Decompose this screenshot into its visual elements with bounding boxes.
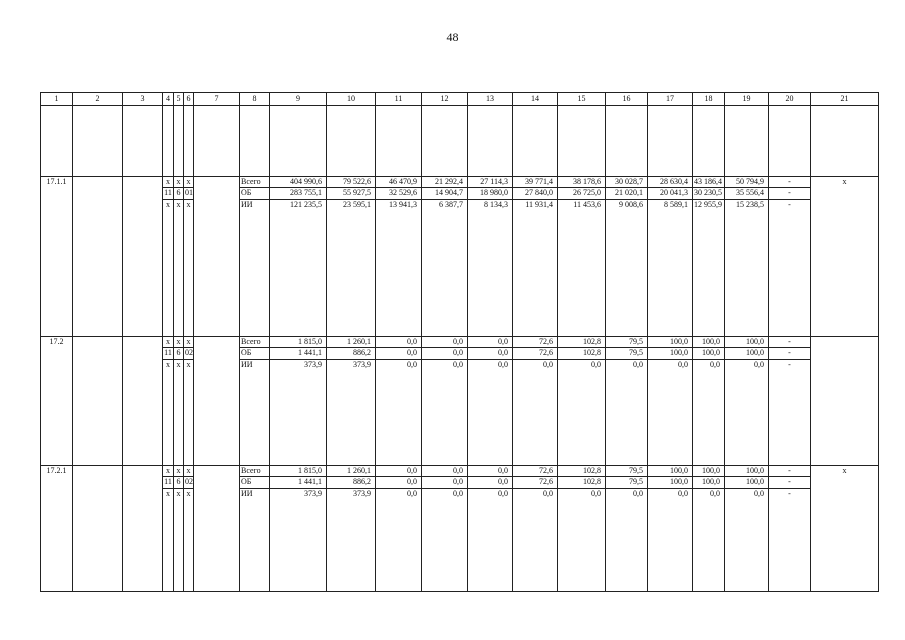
value-cell: 102,8 <box>558 466 606 477</box>
table-row <box>41 360 879 466</box>
code-cell: х <box>184 466 194 477</box>
column-header-row <box>41 93 879 106</box>
funding-source: Всего <box>240 466 270 477</box>
column-header-17: 17 <box>648 93 693 106</box>
value-cell: 12 955,9 <box>693 200 725 337</box>
code-cell: х <box>184 337 194 348</box>
value-cell: 26 725,0 <box>558 188 606 200</box>
value-cell: - <box>769 466 811 477</box>
row-executor <box>123 466 163 592</box>
column-header-11: 11 <box>376 93 422 106</box>
code-cell: х <box>184 360 194 466</box>
code-cell: х <box>174 200 184 337</box>
code-cell: х <box>184 200 194 337</box>
continuation-empty-cell <box>811 106 879 177</box>
continuation-empty-cell <box>270 106 327 177</box>
column-header-9: 9 <box>270 93 327 106</box>
funding-source: ИИ <box>240 360 270 466</box>
column-header-14: 14 <box>513 93 558 106</box>
code-cell: х <box>174 360 184 466</box>
value-cell: - <box>769 360 811 466</box>
value-cell: 102,8 <box>558 337 606 348</box>
code-cell: 11 <box>163 188 174 200</box>
value-cell: 0,0 <box>606 360 648 466</box>
value-cell: 0,0 <box>422 360 468 466</box>
value-cell: 1 815,0 <box>270 337 327 348</box>
value-cell: 13 941,3 <box>376 200 422 337</box>
value-cell: 100,0 <box>648 466 693 477</box>
column-header-18: 18 <box>693 93 725 106</box>
funding-source: Всего <box>240 337 270 348</box>
value-cell: 50 794,9 <box>725 177 769 188</box>
table-row <box>41 348 879 360</box>
code-cell: х <box>163 489 174 592</box>
value-cell: 100,0 <box>693 466 725 477</box>
value-cell: 100,0 <box>725 337 769 348</box>
value-cell: 0,0 <box>513 489 558 592</box>
column-header-7: 7 <box>194 93 240 106</box>
value-cell: - <box>769 489 811 592</box>
row-note <box>811 337 879 466</box>
value-cell: 0,0 <box>558 489 606 592</box>
value-cell: 0,0 <box>725 360 769 466</box>
value-cell: 886,2 <box>327 477 376 489</box>
value-cell: 373,9 <box>327 360 376 466</box>
value-cell: 100,0 <box>648 477 693 489</box>
value-cell: 18 980,0 <box>468 188 513 200</box>
value-cell: 46 470,9 <box>376 177 422 188</box>
value-cell: 0,0 <box>468 337 513 348</box>
value-cell: 0,0 <box>648 360 693 466</box>
code-cell: 11 <box>163 477 174 489</box>
value-cell: 9 008,6 <box>606 200 648 337</box>
column-header-6: 6 <box>184 93 194 106</box>
continuation-empty-cell <box>422 106 468 177</box>
value-cell: 43 186,4 <box>693 177 725 188</box>
value-cell: 1 441,1 <box>270 348 327 360</box>
value-cell: 11 453,6 <box>558 200 606 337</box>
column-header-20: 20 <box>769 93 811 106</box>
row-period <box>194 337 240 466</box>
value-cell: - <box>769 477 811 489</box>
value-cell: - <box>769 348 811 360</box>
value-cell: 0,0 <box>725 489 769 592</box>
value-cell: 0,0 <box>648 489 693 592</box>
value-cell: 11 931,4 <box>513 200 558 337</box>
row-period <box>194 466 240 592</box>
value-cell: 8 134,3 <box>468 200 513 337</box>
row-name <box>73 337 123 466</box>
value-cell: 0,0 <box>468 360 513 466</box>
value-cell: 55 927,5 <box>327 188 376 200</box>
value-cell: 0,0 <box>513 360 558 466</box>
column-header-8: 8 <box>240 93 270 106</box>
value-cell: 100,0 <box>693 477 725 489</box>
code-cell: 01 <box>184 188 194 200</box>
continuation-empty-cell <box>769 106 811 177</box>
column-header-16: 16 <box>606 93 648 106</box>
continuation-empty-cell <box>468 106 513 177</box>
continuation-empty-cell <box>240 106 270 177</box>
value-cell: 102,8 <box>558 477 606 489</box>
value-cell: 79,5 <box>606 348 648 360</box>
value-cell: 0,0 <box>468 348 513 360</box>
value-cell: 102,8 <box>558 348 606 360</box>
value-cell: 886,2 <box>327 348 376 360</box>
column-header-21: 21 <box>811 93 879 106</box>
continuation-empty-cell <box>606 106 648 177</box>
code-cell: х <box>174 489 184 592</box>
value-cell: - <box>769 200 811 337</box>
code-cell: х <box>163 360 174 466</box>
value-cell: 0,0 <box>376 489 422 592</box>
code-cell: 11 <box>163 348 174 360</box>
value-cell: 404 990,6 <box>270 177 327 188</box>
code-cell: х <box>174 337 184 348</box>
continuation-empty-cell <box>327 106 376 177</box>
value-cell: 0,0 <box>558 360 606 466</box>
continuation-empty-cell <box>648 106 693 177</box>
column-header-10: 10 <box>327 93 376 106</box>
value-cell: 15 238,5 <box>725 200 769 337</box>
column-header-4: 4 <box>163 93 174 106</box>
code-cell: х <box>163 466 174 477</box>
table-row <box>41 177 879 188</box>
value-cell: 79 522,6 <box>327 177 376 188</box>
value-cell: 100,0 <box>725 466 769 477</box>
value-cell: 79,5 <box>606 477 648 489</box>
continuation-empty-cell <box>41 106 73 177</box>
value-cell: 100,0 <box>725 348 769 360</box>
value-cell: 0,0 <box>422 337 468 348</box>
code-cell: х <box>174 177 184 188</box>
value-cell: 0,0 <box>376 477 422 489</box>
value-cell: 14 904,7 <box>422 188 468 200</box>
row-executor <box>123 177 163 337</box>
value-cell: 373,9 <box>270 360 327 466</box>
value-cell: 121 235,5 <box>270 200 327 337</box>
continuation-empty-cell <box>174 106 184 177</box>
value-cell: 39 771,4 <box>513 177 558 188</box>
value-cell: 23 595,1 <box>327 200 376 337</box>
row-note: х <box>811 177 879 337</box>
value-cell: 72,6 <box>513 466 558 477</box>
value-cell: 79,5 <box>606 466 648 477</box>
code-cell: х <box>184 177 194 188</box>
row-id: 17.2.1 <box>41 466 73 592</box>
column-header-15: 15 <box>558 93 606 106</box>
code-cell: х <box>163 200 174 337</box>
column-header-12: 12 <box>422 93 468 106</box>
value-cell: 0,0 <box>468 466 513 477</box>
value-cell: 6 387,7 <box>422 200 468 337</box>
continuation-empty-cell <box>184 106 194 177</box>
code-cell: 6 <box>174 348 184 360</box>
value-cell: 0,0 <box>422 489 468 592</box>
code-cell: х <box>184 489 194 592</box>
value-cell: 0,0 <box>468 489 513 592</box>
value-cell: 8 589,1 <box>648 200 693 337</box>
page-number: 48 <box>446 30 459 44</box>
value-cell: 79,5 <box>606 337 648 348</box>
funding-source: Всего <box>240 177 270 188</box>
value-cell: 100,0 <box>725 477 769 489</box>
value-cell: 35 556,4 <box>725 188 769 200</box>
value-cell: 0,0 <box>693 360 725 466</box>
code-cell: х <box>174 466 184 477</box>
row-id: 17.1.1 <box>41 177 73 337</box>
value-cell: 100,0 <box>693 337 725 348</box>
value-cell: 0,0 <box>376 360 422 466</box>
value-cell: 373,9 <box>327 489 376 592</box>
budget-table <box>40 92 879 592</box>
table-row <box>41 337 879 348</box>
value-cell: 100,0 <box>648 337 693 348</box>
table-row <box>41 477 879 489</box>
value-cell: 21 292,4 <box>422 177 468 188</box>
value-cell: 0,0 <box>422 466 468 477</box>
continuation-empty-cell <box>376 106 422 177</box>
value-cell: - <box>769 188 811 200</box>
code-cell: 02 <box>184 477 194 489</box>
value-cell: 27 840,0 <box>513 188 558 200</box>
column-header-19: 19 <box>725 93 769 106</box>
table-row <box>41 200 879 337</box>
value-cell: 0,0 <box>693 489 725 592</box>
funding-source: ОБ <box>240 477 270 489</box>
column-header-1: 1 <box>41 93 73 106</box>
value-cell: 100,0 <box>648 348 693 360</box>
table-row <box>41 466 879 477</box>
table-row <box>41 489 879 592</box>
continuation-text <box>73 106 123 177</box>
code-cell: х <box>163 337 174 348</box>
value-cell: 373,9 <box>270 489 327 592</box>
funding-source: ИИ <box>240 200 270 337</box>
value-cell: 1 815,0 <box>270 466 327 477</box>
code-cell: 6 <box>174 188 184 200</box>
value-cell: 1 441,1 <box>270 477 327 489</box>
value-cell: 0,0 <box>376 337 422 348</box>
continuation-empty-cell <box>558 106 606 177</box>
value-cell: 72,6 <box>513 477 558 489</box>
value-cell: 0,0 <box>606 489 648 592</box>
row-id: 17.2 <box>41 337 73 466</box>
continuation-empty-cell <box>693 106 725 177</box>
continuation-empty-cell <box>194 106 240 177</box>
funding-source: ОБ <box>240 348 270 360</box>
value-cell: 27 114,3 <box>468 177 513 188</box>
code-cell: 02 <box>184 348 194 360</box>
value-cell: 32 529,6 <box>376 188 422 200</box>
value-cell: 30 230,5 <box>693 188 725 200</box>
continuation-empty-cell <box>725 106 769 177</box>
continuation-row <box>41 106 879 177</box>
value-cell: 1 260,1 <box>327 466 376 477</box>
continuation-empty-cell <box>513 106 558 177</box>
continuation-empty-cell <box>163 106 174 177</box>
value-cell: 0,0 <box>422 477 468 489</box>
value-cell: 38 178,6 <box>558 177 606 188</box>
row-name <box>73 466 123 592</box>
value-cell: 72,6 <box>513 337 558 348</box>
value-cell: 100,0 <box>693 348 725 360</box>
funding-source: ОБ <box>240 188 270 200</box>
value-cell: 0,0 <box>468 477 513 489</box>
funding-source: ИИ <box>240 489 270 592</box>
column-header-2: 2 <box>73 93 123 106</box>
code-cell: 6 <box>174 477 184 489</box>
continuation-empty-cell <box>123 106 163 177</box>
row-period <box>194 177 240 337</box>
value-cell: 1 260,1 <box>327 337 376 348</box>
value-cell: - <box>769 177 811 188</box>
column-header-13: 13 <box>468 93 513 106</box>
value-cell: 0,0 <box>376 466 422 477</box>
table-row <box>41 188 879 200</box>
column-header-5: 5 <box>174 93 184 106</box>
value-cell: 283 755,1 <box>270 188 327 200</box>
value-cell: 0,0 <box>422 348 468 360</box>
value-cell: 21 020,1 <box>606 188 648 200</box>
code-cell: х <box>163 177 174 188</box>
row-executor <box>123 337 163 466</box>
value-cell: 20 041,3 <box>648 188 693 200</box>
value-cell: - <box>769 337 811 348</box>
value-cell: 30 028,7 <box>606 177 648 188</box>
row-name <box>73 177 123 337</box>
value-cell: 72,6 <box>513 348 558 360</box>
row-note: х <box>811 466 879 592</box>
value-cell: 28 630,4 <box>648 177 693 188</box>
column-header-3: 3 <box>123 93 163 106</box>
value-cell: 0,0 <box>376 348 422 360</box>
